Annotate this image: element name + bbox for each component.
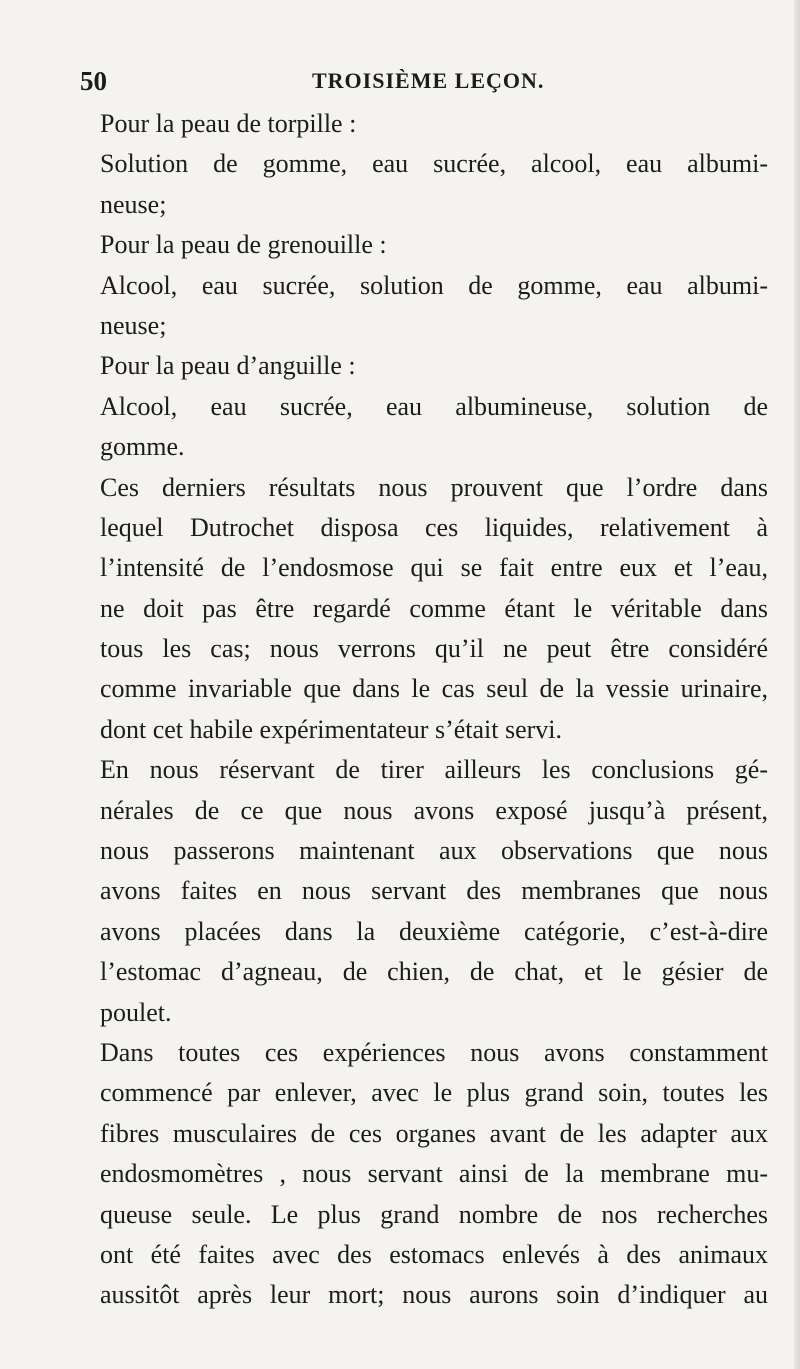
page-number: 50 bbox=[80, 66, 107, 96]
text-line: nérales de ce que nous avons exposé jusqu’à présent, bbox=[100, 795, 768, 825]
running-head: TROISIÈME LEÇON. bbox=[312, 68, 545, 93]
text-line: neuse; bbox=[100, 189, 167, 219]
text-line: lequel Dutrochet disposa ces liquides, relativement à bbox=[100, 512, 768, 542]
text-line: l’intensité de l’endosmose qui se fait entre eux et l’eau, bbox=[100, 553, 768, 583]
text-line: Pour la peau de torpille : bbox=[100, 109, 357, 138]
text-line: Ces derniers résultats nous prouvent que l’ordre dans bbox=[100, 472, 768, 502]
text-line: poulet. bbox=[100, 997, 172, 1027]
text-line: ont été faites avec des estomacs enlevés à des animaux bbox=[100, 1239, 768, 1269]
text-line: Alcool, eau sucrée, eau albumineuse, solution de bbox=[100, 391, 768, 421]
page-edge bbox=[794, 0, 800, 1369]
text-line: Dans toutes ces expériences nous avons constamment bbox=[100, 1037, 768, 1067]
text-line: l’estomac d’agneau, de chien, de chat, et le gésier de bbox=[100, 957, 768, 987]
page-header bbox=[80, 66, 710, 106]
text-line: neuse; bbox=[100, 310, 167, 340]
text-line: fibres musculaires de ces organes avant de les adapter aux bbox=[100, 1118, 768, 1148]
text-line: commencé par enlever, avec le plus grand soin, toutes les bbox=[100, 1078, 768, 1108]
text-line: queuse seule. Le plus grand nombre de nos recherches bbox=[100, 1199, 768, 1229]
text-line: endosmomètres , nous servant ainsi de la membrane mu- bbox=[100, 1159, 768, 1189]
text-line: Alcool, eau sucrée, solution de gomme, eau albumi- bbox=[100, 270, 768, 300]
text-line: dont cet habile expérimentateur s’était servi. bbox=[100, 714, 563, 744]
text-line: En nous réservant de tirer ailleurs les conclusions gé- bbox=[100, 755, 768, 785]
text-line: comme invariable que dans le cas seul de la vessie urinaire, bbox=[100, 674, 768, 704]
text-line: ne doit pas être regardé comme étant le véritable dans bbox=[100, 593, 768, 623]
text-line: Pour la peau de grenouille : bbox=[100, 230, 387, 260]
text-line: Pour la peau d’anguille : bbox=[100, 351, 356, 381]
text-line: avons faites en nous servant des membranes que nous bbox=[100, 876, 768, 906]
text-line: nous passerons maintenant aux observations que nous bbox=[100, 836, 768, 866]
text-line: aussitôt après leur mort; nous aurons soin d’indiquer au bbox=[100, 1280, 768, 1310]
text-line: Solution de gomme, eau sucrée, alcool, eau albumi- bbox=[100, 149, 768, 179]
text-line: avons placées dans la deuxième catégorie, c’est-à-dire bbox=[100, 916, 768, 946]
body-text bbox=[100, 104, 768, 1316]
text-line: gomme. bbox=[100, 432, 185, 462]
text-line: tous les cas; nous verrons qu’il ne peut être considéré bbox=[100, 634, 768, 664]
